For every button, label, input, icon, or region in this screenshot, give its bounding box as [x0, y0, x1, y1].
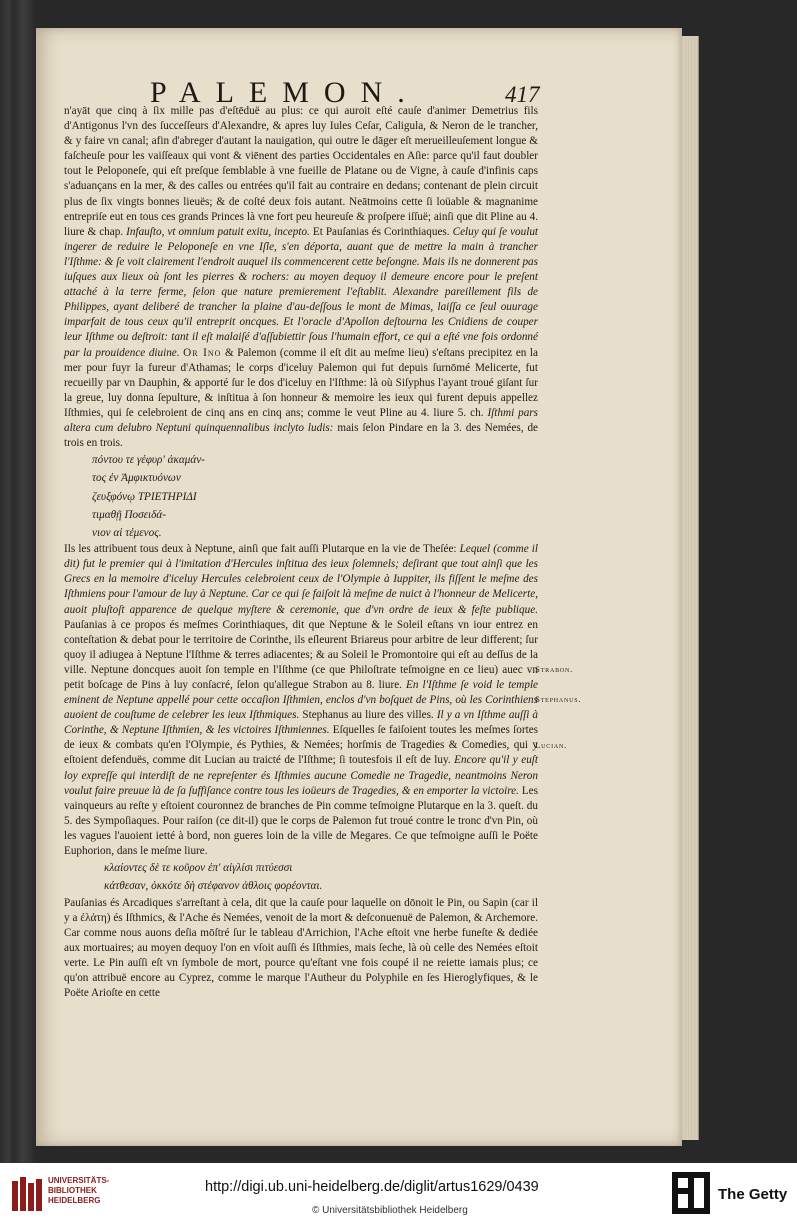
paragraph: Ils les attribuent tous deux à Neptune, ainſi que fait auſſi Plutarque en la vie de Theſée: Lequel (comme il dit) fut le premier qui à l'imitation d'Hercules inſtitua des ieux ſolemnels; deſirant que tout ainſi que les Grecs en la memoire d'iceluy Hercules celebroient ceux de l'Olympie à Iuppiter, ils fiſſent le meſme des Iſthmiens pour l'amour de luy à Neptune. Car ce qui ſe faiſoit là meſme de nuict à l'honneur de Melicerte, auoit pluſtoſt apparence de quelque myſtere & ceremonie, que d'vn ordre de ieux & feſte publique. Pauſanias à ce propos és meſmes Corinthiaques, dit que Neptune & le Soleil eſtans vn iour entrez en conteſtation & debat pour le territoire de Corinthe, ils eſleurent Briareus pour arbitre de leur different; ſur quoy il adiugea à Neptune l'Iſthme & terres adiacentes; & au Soleil le Promontoire qui eſt au deſſus de la ville. Neptune doncques auoit ſon temple en l'Iſthme (ce que Philoſtrate teſmoigne en ce lieu) auec vn petit boſcage de Pins à luy conſacré, ſelon qu'allegue Strabon au 8. liure. En l'Iſthme ſe void le temple eminent de Neptune appellé pour cette occaſion Iſthmien, enclos d'vn boſquet de Pins, où les Corinthiens auoient de couſtume de celebrer les ieux Iſthmiques. Stephanus au liure des villes. Il y a vn Iſthme auſſi à Corinthe, & Neptune Iſthmien, & les victoires Iſthmiennes. Eſquelles ſe faiſoient toutes les meſmes ſortes de ieux & combats qu'en l'Olympie, és Pythies, & Nemées; horſmis de Tragedies & Comedies, qui y eſtoient defenduës, comme dit Lucian au traicté de l'Iſthme; ſi toutesfois il eſt de luy. Encore qu'il y euſt loy expreſſe qui interdiſt de ne repreſenter és Iſthmies aucune Comedie ne Tragedie, neantmoins Neron voulut faire preuue là de ſa ſuffiſance contre tous les ioüeurs de Tragedies, & en emporter la victoire. Les vainqueurs au reſte y eſtoient couronnez de branches de Pin comme teſmoigne Plutarque en la 3. queſt. du 5. des Sympoſiaques. Pour raiſon (ce dit-il) que le corps de Palemon fut troué contre le tronc d'vn Pin, où les vagues l'auoient ietté à bord, non gueres loin de la ville de Megares. Ce que teſmoigne auſſi le Poëte Euphorion, dans le meſme liure.: [64, 543, 539, 858]
page-number: 417: [505, 82, 540, 107]
greek-verse-line: πόντου τε γέφυρ' ἀκαμάν-: [92, 454, 205, 467]
paragraph: Pauſanias és Arcadiques s'arreſtant à cela, dit que la cauſe pour laquelle on dōnoit le Pin, ou Sapin (car il y a ἐλάτη) és Iſthmics, & l'Ache és Nemées, venoit de la mort & deſconuenuë de Palemon, & Archemore. Car comme nous auons deſia mōſtré ſur le tableau d'Arrichion, l'Ache eſtoit vne herbe funeſte & dediée aux mortuaires; au moyen dequoy l'on en vſoit auſſi és Iſthmies, mais ſeche, là où celle des Nemées eſtoit verte. Le Pin auſſi eſt vn ſymbole de mort, pource qu'eſtant vne fois coupé il ne reiette iamais plus; ce qu'on attribuë encore au Cyprez, comme le marque l'Autheur du Polyphile en ſes Hieroglyfiques, & le Poëte Arioſte en cette: [64, 896, 538, 1000]
getty-logo-icon: [672, 1172, 710, 1214]
margin-note-lucian: Lucian.: [535, 740, 568, 750]
university-library-logo-icon: [10, 1175, 46, 1215]
greek-verse-line: νιον αἰ τέμενος.: [92, 526, 162, 539]
page-edge: [682, 36, 699, 1140]
page-body: [64, 104, 538, 1001]
margin-note-stephanus: Stephanus.: [535, 694, 582, 704]
margin-note-strabon: Strabon.: [535, 664, 574, 674]
greek-verse-line: κάτθεσαν, ὀκκότε δὴ στέφανον ἀθλοις φορέονται.: [104, 880, 323, 893]
greek-verse-line: τιμαθῇ Ποσειδά-: [92, 508, 166, 521]
running-title: PALEMON.: [150, 76, 420, 109]
greek-verse-line: κλαίοντες δὲ τε κοῦρον ἐπ' αἰγλίσι πιτύεσσι: [104, 862, 293, 875]
copyright-notice: © Universitätsbibliothek Heidelberg: [312, 1205, 468, 1216]
permalink-url[interactable]: http://digi.ub.uni-heidelberg.de/diglit/artus1629/0439: [205, 1179, 539, 1195]
getty-label: The Getty: [718, 1186, 788, 1203]
library-logo-text: UNIVERSITÄTS- BIBLIOTHEK HEIDELBERG: [48, 1176, 110, 1205]
greek-verse-line: τος ἐν Ἀμφικτυόνων: [92, 472, 181, 485]
greek-verse-line: ζευξφόνῳ ΤΡΙΕΤΗΡΙΔΙ: [92, 490, 197, 503]
paragraph: n'ayāt que cinq à ſix mille pas d'eſtēduë au plus: ce qui auroit eſté cauſe d'animer Demetrius fils d'Antigonus l'vn des ſucceſſeurs d'Alexandre, & apres luy Iules Ceſar, Caligula, & Neron de le trancher, & y faire vn canal; afin d'abreger d'autant la nauigation, qui outre le dāger eſt merueilleuſement longue & faſcheuſe pour les vaiſſeaux qui vont & viēnent des parties Occidentales en Aſie: parce qu'il faut doubler tout le Peloponeſe, qui eſt preſque ſemblable à vne fueille de Platane ou de Vigne, à cauſe d'infinis caps s'aduançans en la mer, & des calles ou entrées qu'il fait au contraire en dedans; contenant de plein circuit plus de ſix vingts bonnes lieuës; & de coſté deux fois autant. Neātmoins cette ſi loüable & magnanime entrepriſe eut en tous ces grands Princes là vne fort peu heureuſe & proſpere iſſuë; ainſi que dit Pline au 4. liure & chap. Infauſto, vt omnium patuit exitu, incepto. Et Pauſanias és Corinthiaques. Celuy qui ſe voulut ingerer de reduire le Peloponeſe en vne Iſle, s'en déporta, auant que de mettre la main à trancher l'Iſthme: & ſe voit clairement l'endroit auquel ils commencerent cette beſongne. Mais ils ne donnerent pas iuſques aux lieux où ſont les pierres & rochers: au moyen dequoy il demeure encore pour le preſent attaché à la terre ferme, ſelon que nature premierement l'eſtablit. Alexandre pareillement fils de Philippes, ayant deliberé de trancher la plaine d'au-deſſous le mont de Mimas, laiſſa ce ſeul ouurage imparfait de tous ceux qu'il entreprit oncques. Et l'oracle d'Apollon deſtourna les Cnidiens de couper leur Iſthme ou deſtroit: tant il eſt malaiſé d'aſſubiettir ſous l'humain effort, ce qui a eſté vne fois ordonné par la prouidence diuine. Or Ino & Palemon (comme il eſt dit au meſme lieu) s'eſtans precipitez en la mer pour fuyr la fureur d'Athamas; le corps d'iceluy Palemon qui fut depuis ſurnōmé Melicerte, fut recueilly par vn Dauphin, & apporté ſur le dos d'iceluy en l'Iſthme: là où Siſyphus l'ayant troué giſant ſur la greue, luy donna ſepulture, & inſtitua à ſon honneur & memoire les ieux qui furent depuis appellez Iſthmies, qui ſe celebroient de cinq ans en cinq ans; comme le veut Pline au 4. liure 5. ch. Iſthmi pars altera cum delubro Neptuni quinquennalibus inclyto ludis: mais ſelon Pindare en la 3. des Nemées, de trois en trois.: [64, 105, 539, 450]
